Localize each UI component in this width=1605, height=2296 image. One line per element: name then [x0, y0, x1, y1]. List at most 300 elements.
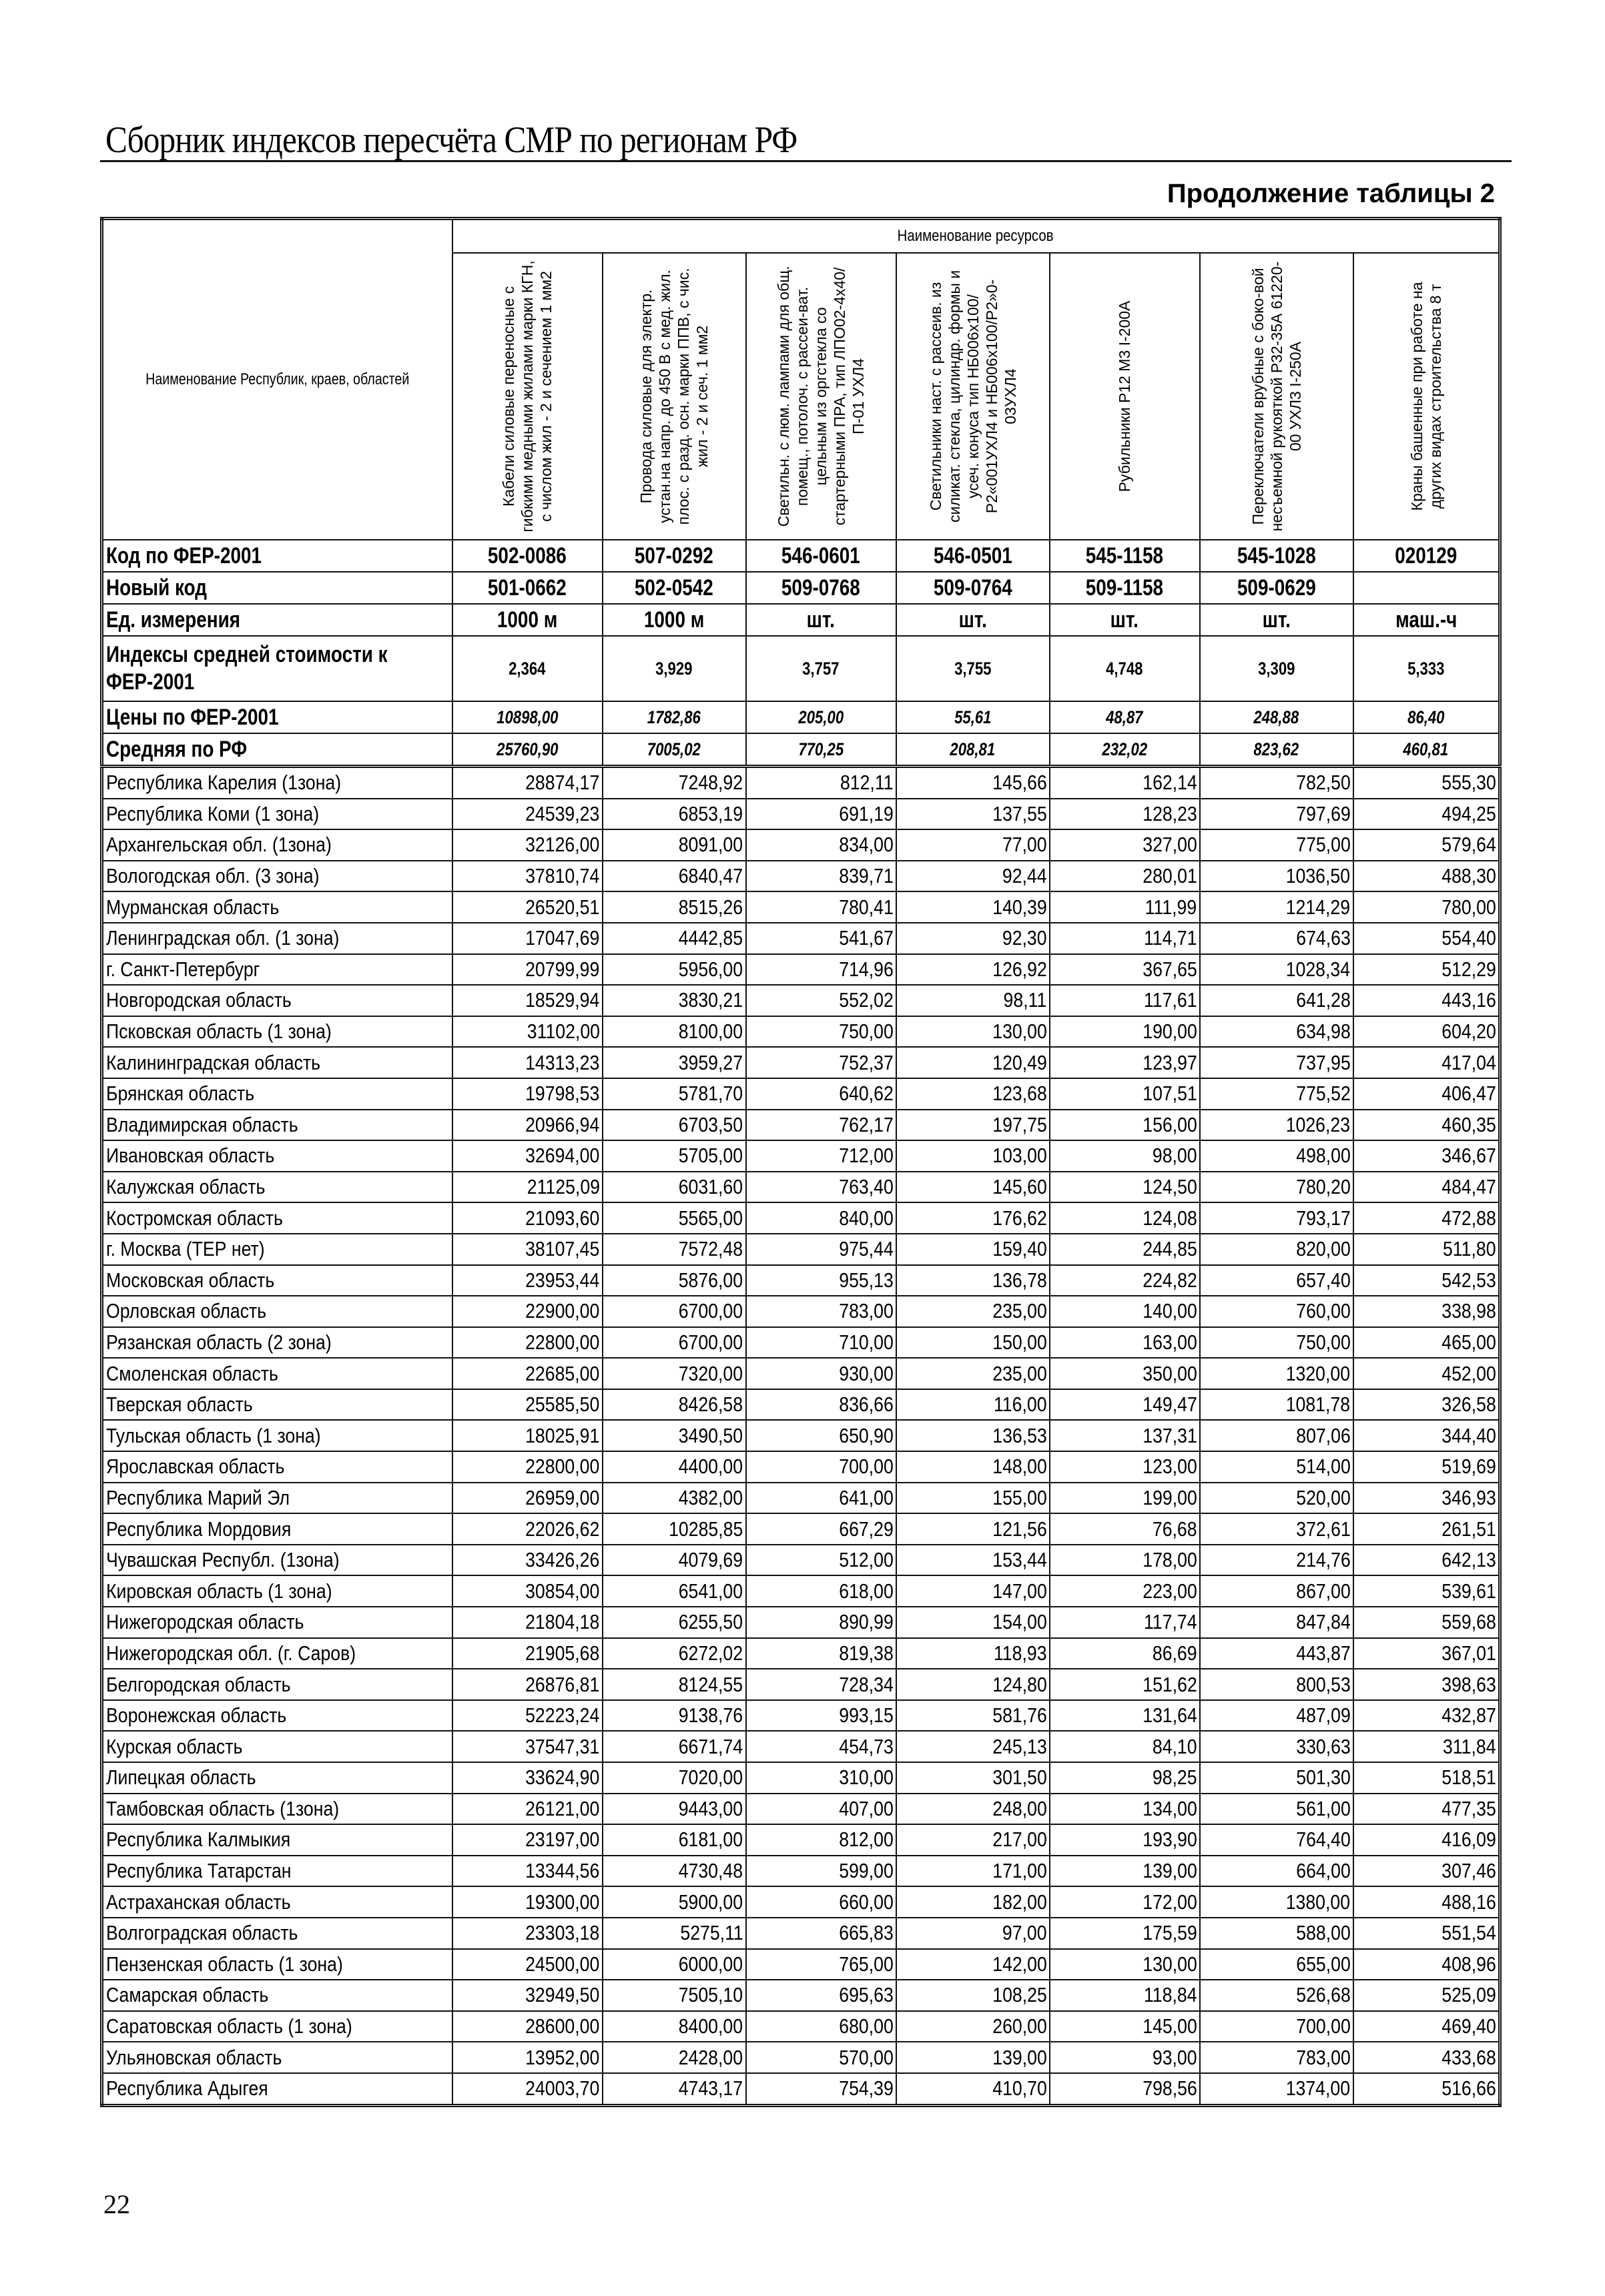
info-cell-value: шт.	[1262, 607, 1291, 633]
price-value: 7505,10	[679, 1983, 743, 2007]
price-value: 775,00	[1295, 833, 1351, 857]
price-value: 512,29	[1441, 957, 1496, 981]
price-cell	[896, 1607, 1050, 1638]
price-value: 23197,00	[525, 1828, 600, 1852]
price-value: 432,87	[1441, 1703, 1496, 1728]
region-name: Псковская область (1 зона)	[106, 1020, 332, 1044]
price-cell	[1050, 923, 1200, 954]
table-row	[102, 1949, 1500, 1980]
info-cell	[603, 572, 746, 604]
price-cell	[896, 1451, 1050, 1483]
price-cell	[746, 1172, 896, 1203]
region-name-cell	[102, 2011, 452, 2042]
price-cell	[746, 1856, 896, 1887]
price-value: 235,00	[992, 1299, 1047, 1323]
price-value: 193,90	[1142, 1828, 1197, 1852]
price-cell	[1200, 829, 1353, 861]
price-cell	[603, 1762, 746, 1794]
info-cell	[1050, 636, 1200, 701]
price-value: 7320,00	[679, 1361, 743, 1385]
region-name: Тульская область (1 зона)	[106, 1423, 321, 1447]
price-value: 114,71	[1143, 926, 1197, 950]
price-value: 116,00	[993, 1393, 1047, 1417]
price-cell	[1353, 1949, 1500, 1980]
price-cell	[1353, 1327, 1500, 1359]
price-cell	[1200, 1700, 1353, 1732]
price-value: 454,73	[838, 1734, 894, 1758]
price-cell	[746, 1918, 896, 1949]
price-value: 28600,00	[525, 2014, 600, 2038]
table-row	[102, 1110, 1500, 1141]
price-value: 664,00	[1295, 1859, 1351, 1883]
info-cell-value: 1000 м	[497, 607, 558, 633]
price-value: 124,08	[1142, 1206, 1197, 1230]
region-name-cell	[102, 1980, 452, 2011]
table-row	[102, 1794, 1500, 1825]
resource-column-header	[896, 253, 1050, 540]
region-name: Республика Мордовия	[106, 1517, 292, 1541]
price-cell	[452, 1669, 603, 1700]
region-name: Нижегородская обл. (г. Саров)	[106, 1641, 356, 1665]
price-value: 6700,00	[679, 1299, 743, 1323]
price-cell	[1050, 829, 1200, 861]
price-value: 604,20	[1441, 1020, 1496, 1044]
price-value: 148,00	[992, 1455, 1047, 1479]
region-name: Воронежская область	[106, 1703, 287, 1728]
info-cell	[896, 701, 1050, 733]
price-value: 130,00	[1142, 1952, 1197, 1976]
info-cell-value: 3,929	[655, 658, 693, 679]
price-value: 650,90	[838, 1423, 894, 1447]
price-cell	[1200, 1389, 1353, 1421]
price-value: 311,84	[1443, 1734, 1496, 1758]
price-cell	[1050, 2042, 1200, 2073]
price-value: 136,78	[992, 1268, 1047, 1292]
price-cell	[452, 1607, 603, 1638]
price-cell	[452, 1949, 603, 1980]
region-name: Архангельская обл. (1зона)	[106, 833, 332, 857]
table-row	[102, 1638, 1500, 1669]
price-cell	[1050, 2011, 1200, 2042]
price-cell	[746, 1389, 896, 1421]
table-row	[102, 891, 1500, 923]
info-cell	[603, 636, 746, 701]
price-cell	[746, 1234, 896, 1265]
region-name: Ярославская область	[106, 1455, 285, 1479]
price-value: 350,00	[1142, 1361, 1197, 1385]
region-name-cell	[102, 1638, 452, 1669]
info-cell-value: 3,309	[1257, 658, 1295, 679]
price-value: 570,00	[838, 2045, 894, 2069]
price-value: 416,09	[1441, 1828, 1496, 1852]
price-value: 137,55	[992, 801, 1047, 825]
table-row	[102, 1607, 1500, 1638]
price-cell	[896, 1794, 1050, 1825]
info-cell	[1353, 540, 1500, 572]
region-name: Смоленская область	[106, 1361, 278, 1385]
price-cell	[1353, 1575, 1500, 1607]
price-cell	[896, 1575, 1050, 1607]
info-cell	[603, 604, 746, 636]
price-cell	[746, 1047, 896, 1078]
price-value: 139,00	[992, 2045, 1047, 2069]
price-cell	[1353, 1202, 1500, 1234]
price-value: 433,68	[1441, 2045, 1496, 2069]
price-value: 124,50	[1142, 1175, 1197, 1199]
price-cell	[1353, 1389, 1500, 1421]
price-cell	[1353, 2011, 1500, 2042]
price-cell	[896, 2042, 1050, 2073]
price-value: 780,41	[838, 895, 894, 919]
price-cell	[603, 1918, 746, 1949]
price-value: 487,09	[1295, 1703, 1351, 1728]
price-cell	[1353, 923, 1500, 954]
table-row	[102, 861, 1500, 892]
info-cell	[1200, 733, 1353, 767]
info-cell	[603, 701, 746, 733]
price-cell	[1050, 1731, 1200, 1762]
price-cell	[452, 923, 603, 954]
price-value: 327,00	[1142, 833, 1197, 857]
price-value: 301,50	[992, 1766, 1047, 1790]
info-cell	[1200, 701, 1353, 733]
price-value: 214,76	[1295, 1548, 1351, 1572]
price-cell	[896, 1358, 1050, 1389]
price-cell	[603, 1202, 746, 1234]
price-cell	[1353, 1607, 1500, 1638]
region-name: Республика Марий Эл	[106, 1485, 290, 1509]
price-cell	[896, 1856, 1050, 1887]
table-row	[102, 1172, 1500, 1203]
price-value: 410,70	[992, 2076, 1047, 2100]
price-value: 417,04	[1441, 1050, 1496, 1074]
price-cell	[452, 1794, 603, 1825]
price-cell	[1050, 1638, 1200, 1669]
price-value: 839,71	[838, 864, 894, 888]
table-row	[102, 923, 1500, 954]
region-name-cell	[102, 1886, 452, 1918]
price-value: 21093,60	[525, 1206, 600, 1230]
price-cell	[896, 1420, 1050, 1451]
info-cell-value: 823,62	[1253, 739, 1299, 759]
region-name: Ивановская область	[106, 1144, 275, 1168]
table-row	[102, 985, 1500, 1016]
price-value: 780,20	[1295, 1175, 1351, 1199]
info-cell-value: 3,757	[802, 658, 840, 679]
table-row	[102, 2073, 1500, 2105]
price-cell	[452, 829, 603, 861]
price-value: 307,46	[1441, 1859, 1496, 1883]
price-value: 6703,50	[679, 1112, 743, 1136]
price-value: 372,61	[1295, 1517, 1351, 1541]
price-cell	[1353, 954, 1500, 986]
price-value: 525,09	[1441, 1983, 1496, 2007]
region-name-cell	[102, 1918, 452, 1949]
price-value: 344,40	[1441, 1423, 1496, 1447]
price-cell	[1353, 1638, 1500, 1669]
info-cell-value: 248,88	[1253, 707, 1299, 727]
price-cell	[896, 1762, 1050, 1794]
price-cell	[746, 891, 896, 923]
resource-column-header-text: Светильники наст. с рассеив. из силикат. стекла, цилиндр. формы и усеч. конуса тип НБ006х100/Р2«001УХЛ4 и НБ006х100/Р2»0-03УХЛ4	[926, 270, 1019, 523]
info-cell	[1200, 540, 1353, 572]
table-row	[102, 1265, 1500, 1296]
region-name: Тамбовская область (1зона)	[106, 1796, 340, 1820]
price-value: 812,11	[840, 771, 894, 795]
table-row	[102, 1545, 1500, 1576]
price-cell	[1353, 1856, 1500, 1887]
info-row-label	[102, 733, 452, 767]
region-column-header-text: Наименование Республик, краев, областей	[145, 370, 410, 389]
price-cell	[896, 1202, 1050, 1234]
price-cell	[1050, 767, 1200, 799]
price-value: 930,00	[838, 1361, 894, 1385]
table-row	[102, 829, 1500, 861]
price-cell	[1050, 1824, 1200, 1856]
price-value: 750,00	[838, 1020, 894, 1044]
price-value: 680,00	[838, 2014, 894, 2038]
price-cell	[603, 1824, 746, 1856]
price-value: 120,49	[992, 1050, 1047, 1074]
price-value: 217,00	[992, 1828, 1047, 1852]
price-cell	[452, 954, 603, 986]
price-value: 5900,00	[679, 1890, 743, 1914]
region-name: Рязанская область (2 зона)	[106, 1330, 332, 1354]
price-cell	[1050, 1172, 1200, 1203]
price-value: 13344,56	[525, 1859, 600, 1883]
price-cell	[1050, 1856, 1200, 1887]
price-cell	[896, 1483, 1050, 1514]
region-name-cell	[102, 1545, 452, 1576]
info-row-label-text: Код по ФЕР-2001	[106, 542, 262, 568]
region-name-cell	[102, 1949, 452, 1980]
price-value: 338,98	[1441, 1299, 1496, 1323]
region-name: Курская область	[106, 1734, 243, 1758]
price-value: 775,52	[1295, 1082, 1351, 1106]
price-value: 4730,48	[679, 1859, 743, 1883]
price-cell	[452, 1234, 603, 1265]
price-value: 665,83	[838, 1921, 894, 1945]
price-cell	[1050, 1762, 1200, 1794]
price-value: 667,29	[838, 1517, 894, 1541]
info-cell-value: 5,333	[1407, 658, 1445, 679]
price-cell	[1050, 1513, 1200, 1545]
info-cell	[1050, 701, 1200, 733]
price-value: 171,00	[992, 1859, 1047, 1883]
price-value: 5705,00	[679, 1144, 743, 1168]
price-cell	[1200, 1483, 1353, 1514]
price-value: 5275,11	[680, 1921, 743, 1945]
price-cell	[603, 2042, 746, 2073]
resource-column-header	[1353, 253, 1500, 540]
price-cell	[603, 1358, 746, 1389]
price-cell	[1353, 1078, 1500, 1110]
info-cell	[746, 540, 896, 572]
info-row-label-text: Средняя по РФ	[106, 736, 248, 762]
price-value: 118,84	[1143, 1983, 1197, 2007]
price-value: 407,00	[838, 1796, 894, 1820]
average-rf-row	[102, 733, 1500, 767]
price-value: 84,10	[1152, 1734, 1197, 1758]
price-cell	[896, 1513, 1050, 1545]
price-cell	[1050, 1202, 1200, 1234]
price-cell	[452, 2073, 603, 2105]
price-cell	[1353, 799, 1500, 830]
price-value: 975,44	[838, 1237, 894, 1261]
price-cell	[603, 985, 746, 1016]
price-cell	[452, 1575, 603, 1607]
price-cell	[746, 985, 896, 1016]
info-cell-value: шт.	[1110, 607, 1139, 633]
price-cell	[746, 1296, 896, 1327]
price-cell	[896, 861, 1050, 892]
price-value: 151,62	[1142, 1672, 1197, 1696]
price-value: 25585,50	[525, 1393, 600, 1417]
price-cell	[1050, 1234, 1200, 1265]
price-cell	[1200, 1856, 1353, 1887]
price-value: 20966,94	[525, 1112, 600, 1136]
price-value: 103,00	[992, 1144, 1047, 1168]
price-value: 150,00	[992, 1330, 1047, 1354]
price-value: 23953,44	[525, 1268, 600, 1292]
price-value: 162,14	[1142, 771, 1197, 795]
price-cell	[746, 1110, 896, 1141]
price-cell	[1353, 1172, 1500, 1203]
info-cell	[1050, 540, 1200, 572]
price-cell	[896, 1545, 1050, 1576]
price-value: 6255,50	[679, 1610, 743, 1634]
price-cell	[746, 1638, 896, 1669]
info-cell	[896, 572, 1050, 604]
price-cell	[1353, 829, 1500, 861]
info-cell	[1353, 733, 1500, 767]
region-name-cell	[102, 1202, 452, 1234]
price-cell	[1200, 1016, 1353, 1048]
price-value: 477,35	[1441, 1796, 1496, 1820]
info-cell	[1050, 572, 1200, 604]
price-cell	[452, 1886, 603, 1918]
price-cell	[603, 1296, 746, 1327]
price-cell	[1050, 1669, 1200, 1700]
price-value: 21804,18	[525, 1610, 600, 1634]
price-cell	[603, 954, 746, 986]
price-cell	[1353, 2042, 1500, 2073]
price-cell	[603, 1545, 746, 1576]
price-value: 19300,00	[525, 1890, 600, 1914]
price-cell	[1050, 1794, 1200, 1825]
price-value: 760,00	[1295, 1299, 1351, 1323]
price-cell	[1200, 1762, 1353, 1794]
price-value: 488,30	[1441, 864, 1496, 888]
resource-column-header	[452, 253, 603, 540]
info-cell-value: 7005,02	[647, 739, 701, 759]
region-name-cell	[102, 1669, 452, 1700]
price-value: 261,51	[1441, 1517, 1496, 1541]
table-row	[102, 1856, 1500, 1887]
price-value: 641,00	[838, 1485, 894, 1509]
price-cell	[452, 1731, 603, 1762]
price-value: 224,82	[1142, 1268, 1197, 1292]
price-cell	[1200, 1265, 1353, 1296]
price-cell	[896, 1700, 1050, 1732]
fer-price-row	[102, 701, 1500, 733]
info-cell-value: 509-0768	[781, 575, 860, 601]
price-cell	[1200, 861, 1353, 892]
price-value: 501,30	[1295, 1766, 1351, 1790]
region-column-header	[102, 219, 452, 540]
info-cell-value: 502-0086	[488, 542, 567, 568]
price-cell	[1050, 1110, 1200, 1141]
info-cell	[1050, 604, 1200, 636]
price-cell	[603, 1047, 746, 1078]
price-cell	[1200, 2073, 1353, 2105]
info-cell-value: 55,61	[954, 707, 992, 727]
price-value: 199,00	[1142, 1485, 1197, 1509]
table-caption: Продолжение таблицы 2	[1167, 179, 1495, 208]
price-value: 511,80	[1443, 1237, 1496, 1261]
region-name-cell	[102, 799, 452, 830]
table-row	[102, 1420, 1500, 1451]
price-value: 561,00	[1295, 1796, 1351, 1820]
table-row	[102, 1731, 1500, 1762]
region-name: Калужская область	[106, 1175, 266, 1199]
price-cell	[746, 1420, 896, 1451]
price-value: 7020,00	[679, 1766, 743, 1790]
price-value: 346,93	[1441, 1485, 1496, 1509]
region-name-cell	[102, 1016, 452, 1048]
price-value: 367,01	[1441, 1641, 1496, 1665]
price-value: 484,47	[1441, 1175, 1496, 1199]
price-value: 33426,26	[525, 1548, 600, 1572]
price-value: 13952,00	[525, 2045, 600, 2069]
price-cell	[1353, 767, 1500, 799]
info-cell-value: шт.	[806, 607, 836, 633]
info-cell	[1353, 604, 1500, 636]
price-value: 176,62	[992, 1206, 1047, 1230]
region-name-cell	[102, 2042, 452, 2073]
price-value: 472,88	[1441, 1206, 1496, 1230]
table-row	[102, 1358, 1500, 1389]
price-value: 163,00	[1142, 1330, 1197, 1354]
price-value: 248,00	[992, 1796, 1047, 1820]
price-value: 1026,23	[1286, 1112, 1351, 1136]
price-value: 6671,74	[679, 1734, 743, 1758]
price-value: 554,40	[1441, 926, 1496, 950]
region-name: Владимирская область	[106, 1112, 298, 1136]
info-cell-value: 2,364	[509, 658, 546, 679]
price-cell	[896, 1234, 1050, 1265]
price-value: 691,19	[838, 801, 894, 825]
price-value: 408,96	[1441, 1952, 1496, 1976]
price-cell	[746, 1762, 896, 1794]
price-value: 618,00	[838, 1579, 894, 1603]
unit-row	[102, 604, 1500, 636]
price-value: 123,68	[992, 1082, 1047, 1106]
price-cell	[603, 1234, 746, 1265]
price-value: 812,00	[838, 1828, 894, 1852]
price-value: 807,06	[1295, 1423, 1351, 1447]
price-value: 140,39	[992, 895, 1047, 919]
price-value: 714,96	[838, 957, 894, 981]
price-cell	[1353, 2073, 1500, 2105]
region-name: Астраханская область	[106, 1890, 291, 1914]
price-cell	[1200, 1513, 1353, 1545]
region-name: Республика Коми (1 зона)	[106, 801, 320, 825]
price-value: 137,31	[1142, 1423, 1197, 1447]
price-value: 820,00	[1295, 1237, 1351, 1261]
price-value: 145,00	[1142, 2014, 1197, 2038]
price-value: 26876,81	[525, 1672, 600, 1696]
